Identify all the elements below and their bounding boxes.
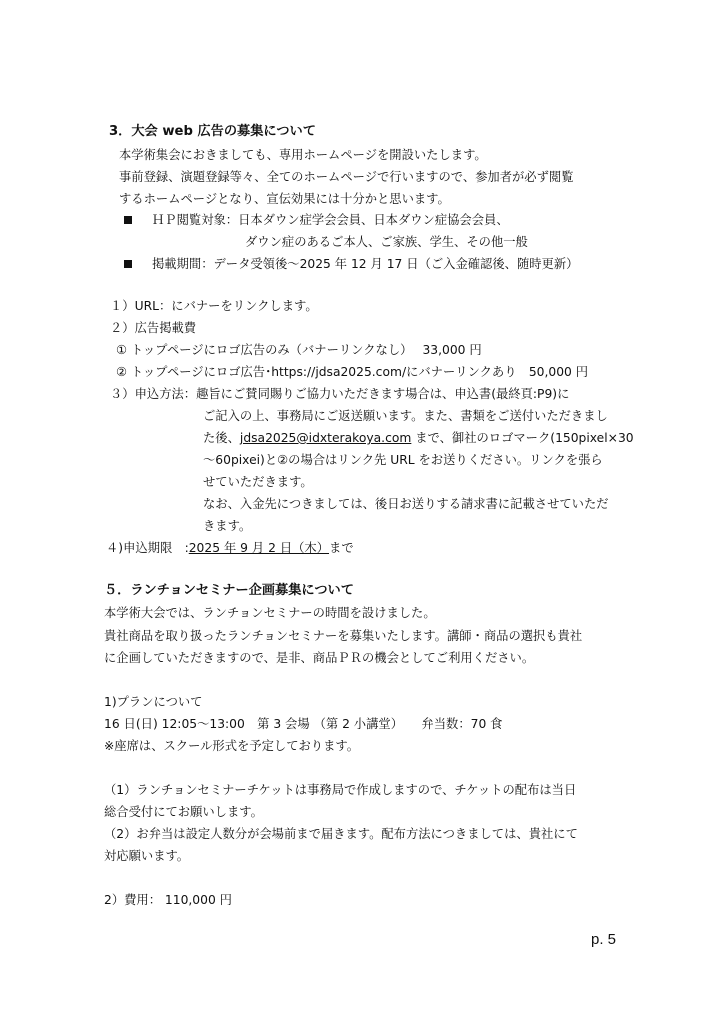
section-3-paragraph-line: 事前登録、演題登録等々、全てのホームページで行いますので、参加者が必ず閲覧: [119, 170, 574, 184]
page-number: p. 5: [591, 931, 617, 948]
text-segment: まで、御社のロゴマーク(150pixel×30: [411, 431, 634, 445]
note-1-line: （1）ランチョンセミナーチケットは事務局で作成しますので、チケットの配布は当日: [104, 783, 577, 797]
section-3-heading: 3．大会 web 広告の募集について: [109, 124, 316, 139]
section-3-paragraph-line: するホームページとなり、宣伝効果には十分かと思います。: [119, 192, 450, 206]
section-5-heading: ５．ランチョンセミナー企画募集について: [104, 583, 354, 598]
deadline-date: 2025 年 9 月 2 日（木）: [188, 541, 330, 555]
application-method-line: せていただきます。: [203, 475, 313, 489]
plan-detail: 16 日(日) 12:05～13:00 第 3 会場 （第 2 小講堂） 弁当数：70 食: [104, 717, 503, 731]
square-bullet-icon: [124, 216, 132, 224]
note-2-line: 対応願います。: [104, 849, 190, 863]
application-method-line: [203, 429, 634, 447]
section-5-paragraph-line: 貴社商品を取り扱ったランチョンセミナーを募集いたします。講師・商品の選択も貴社: [104, 629, 583, 643]
note-2-line: （2）お弁当は設定人数分が会場前まで届きます。配布方法につきましては、貴社にて: [104, 827, 578, 841]
application-method-line: ご記入の上、事務局にご返送願います。また、書類をご送付いただきまし: [203, 409, 608, 423]
item-url: １）URL：にバナーをリンクします。: [110, 299, 318, 313]
bullet-text: 掲載期間：データ受領後～2025 年 12 月 17 日（ご入金確認後、随時更新）: [152, 257, 579, 271]
note-1-line: 総合受付にてお願いします。: [104, 805, 263, 819]
square-bullet-icon: [124, 260, 132, 268]
bullet-hp-target-continued: ダウン症のあるご本人、ご家族、学生、その他一般: [245, 235, 528, 249]
item-ad-fee: ２）広告掲載費: [110, 321, 197, 335]
application-method-line: きます。: [203, 519, 252, 533]
item-application-method: ３）申込方法：趣旨にご賛同賜りご協力いただきます場合は、申込書(最終頁:P9)に: [110, 387, 570, 401]
item-application-deadline: [106, 539, 354, 557]
email-link[interactable]: jdsa2025@idxterakoya.com: [239, 431, 412, 445]
bullet-posting-period: [124, 255, 578, 273]
fee-option-1: ① トップページにロゴ広告のみ（バナーリンクなし） 33,000 円: [116, 343, 482, 357]
text-segment: た後、: [203, 431, 240, 445]
section-5-paragraph-line: に企画していただきますので、是非、商品ＰＲの機会としてご利用ください。: [104, 651, 535, 665]
section-5-paragraph-line: 本学術大会では、ランチョンセミナーの時間を設けました。: [104, 606, 436, 620]
bullet-hp-target: [124, 211, 509, 229]
cost-line: 2）費用： 110,000 円: [104, 893, 232, 907]
application-method-line: ～60pixei)と②の場合はリンク先 URL をお送りください。リンクを張ら: [203, 453, 603, 467]
application-method-line: なお、入金先につきましては、後日お送りする請求書に記載させていただ: [203, 497, 609, 511]
text-segment: ４)申込期限 :: [106, 541, 189, 555]
plan-heading: 1)プランについて: [104, 695, 203, 709]
fee-option-2: ② トップページにロゴ広告･https://jdsa2025.com/にバナーリンクあり 50,000 円: [116, 365, 589, 379]
text-segment: まで: [329, 541, 354, 555]
bullet-text: ＨＰ閲覧対象：日本ダウン症学会会員、日本ダウン症協会会員、: [152, 213, 509, 227]
section-3-paragraph-line: 本学術集会におきましても、専用ホームページを開設いたします。: [119, 148, 487, 162]
seating-note: ※座席は、スクール形式を予定しております。: [104, 739, 360, 753]
